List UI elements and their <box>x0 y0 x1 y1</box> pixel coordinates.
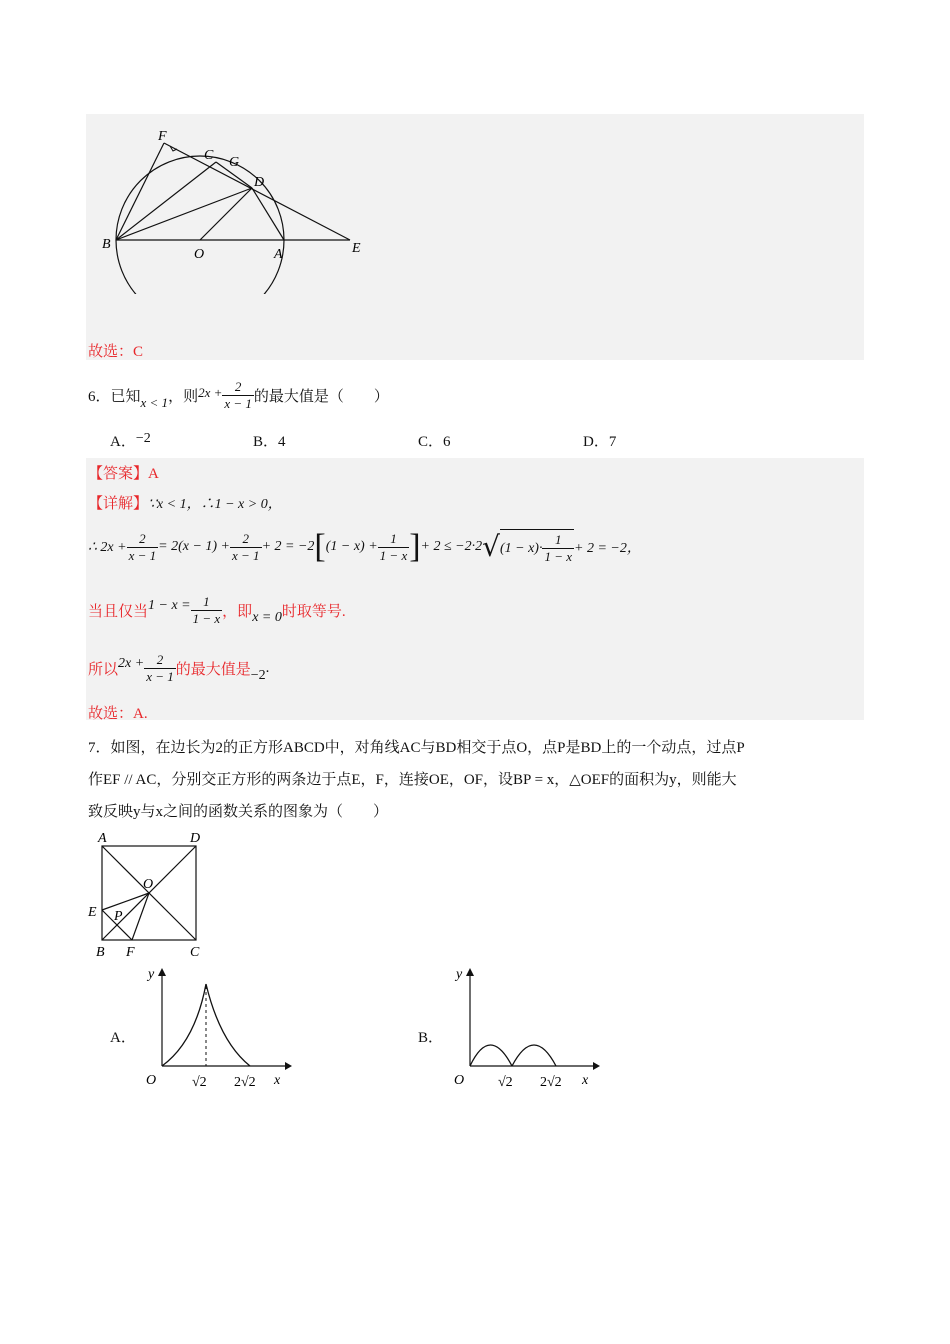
q6-option-c[interactable] <box>418 430 451 451</box>
figure-q7-square <box>84 828 214 963</box>
deriv-frac-4-num: 1 <box>542 532 574 549</box>
q6-expr-left: 2x + <box>198 385 223 400</box>
deriv-plus2: + 2 = −2 <box>261 539 315 554</box>
deriv-frac-2-den: x − 1 <box>232 547 260 563</box>
q6-derivation-line <box>88 522 641 572</box>
deriv-prefix: ∴ 2x + <box>88 539 127 555</box>
q7-line2: 作EF // AC，分别交正方形的两条边于点E，F，连接OE，OF，设BP = x，△OEF的面积为y，则能大 <box>88 772 737 788</box>
deriv-end: + 2 = −2， <box>574 541 641 556</box>
deriv-sqrt: (1 − x)· <box>499 540 543 556</box>
deriv-frac-4-den: 1 − x <box>544 549 573 564</box>
q6-fraction <box>222 379 254 412</box>
sq-label-O: O <box>143 877 154 892</box>
q6-conclusion-line <box>88 646 269 690</box>
concl-a: 所以 <box>88 661 119 678</box>
concl-d: −2 <box>250 668 266 683</box>
q6-number: 6．已知 <box>88 388 141 405</box>
deriv-after: + 2 ≤ −2·2 <box>420 539 483 554</box>
eq-d: x = 0 <box>252 610 282 625</box>
q6-option-d[interactable] <box>583 430 616 451</box>
graph-b-tick2: 2√2 <box>540 1075 562 1090</box>
q6-final: 故选：A. <box>88 706 148 722</box>
sq-label-C: C <box>190 945 200 960</box>
q6-detail-tag: 【详解】 <box>88 496 149 512</box>
graph-a-tick2: 2√2 <box>234 1075 256 1090</box>
q7-graph-a[interactable] <box>140 962 300 1092</box>
eq-c: ，即 <box>222 603 253 620</box>
q6-option-b-value: 4 <box>278 434 286 450</box>
q6-frac-den: x − 1 <box>224 395 252 411</box>
deriv-frac-3 <box>378 531 410 564</box>
deriv-frac-2-num: 2 <box>230 531 262 548</box>
q6-detail-line <box>88 492 282 513</box>
q7-graph-b[interactable] <box>448 962 608 1092</box>
graph-b-tick1: √2 <box>498 1075 513 1090</box>
label-G: G <box>229 155 240 170</box>
label-D: D <box>254 175 265 190</box>
concl-frac <box>144 652 176 685</box>
graph-a-tick1: √2 <box>192 1075 207 1090</box>
bracket-open: [ <box>314 528 326 565</box>
graph-a-x: x <box>274 1073 281 1088</box>
q6-stem <box>88 375 389 415</box>
deriv-frac-2 <box>230 531 262 564</box>
sq-label-D: D <box>190 831 201 846</box>
sqrt-body <box>500 529 574 565</box>
label-B: B <box>102 237 111 252</box>
label-A: A <box>274 247 283 262</box>
bracket-close: ] <box>409 528 421 565</box>
q6-option-a-value: −2 <box>135 431 151 446</box>
q6-answer-tag: 【答案】A <box>88 466 159 482</box>
graph-a-origin: O <box>146 1073 157 1088</box>
deriv-eq: = 2(x − 1) + <box>158 539 231 554</box>
concl-frac-den: x − 1 <box>146 668 174 684</box>
q6-equality-line <box>88 588 346 632</box>
sq-label-A: A <box>98 831 107 846</box>
label-O: O <box>194 247 205 262</box>
deriv-frac-3-num: 1 <box>378 531 410 548</box>
q6-option-b[interactable] <box>253 430 286 451</box>
q6-mid: ，则 <box>168 388 199 405</box>
q7-line3: 致反映y与x之间的函数关系的图象为（ ） <box>88 804 389 820</box>
q6-tail: 的最大值是（ ） <box>253 388 389 405</box>
eq-a: 当且仅当 <box>88 603 149 620</box>
q7-line1: 7．如图，在边长为2的正方形ABCD中，对角线AC与BD相交于点O，点P是BD上的一个动点，过点P <box>88 740 745 756</box>
label-E: E <box>352 241 361 256</box>
deriv-frac-1 <box>127 531 159 564</box>
sq-label-P: P <box>114 909 123 924</box>
q5-answer: 故选：C <box>88 344 144 360</box>
concl-b: 2x + <box>118 656 145 671</box>
deriv-frac-4 <box>542 532 574 565</box>
eq-e: 时取等号. <box>281 603 346 620</box>
eq-frac-den: 1 − x <box>192 610 221 626</box>
concl-frac-num: 2 <box>144 652 176 669</box>
eq-frac <box>191 594 223 627</box>
graph-b-y: y <box>456 967 463 982</box>
graph-b-x: x <box>582 1073 589 1088</box>
sq-label-B: B <box>96 945 105 960</box>
q6-option-c-value: 6 <box>443 434 451 450</box>
deriv-bracket: (1 − x) + <box>325 539 378 554</box>
q6-option-b-label: B． <box>253 434 279 450</box>
sq-label-E: E <box>88 905 97 920</box>
q6-frac-num: 2 <box>222 379 254 396</box>
q7-option-a-label[interactable]: A． <box>110 1030 136 1046</box>
deriv-frac-1-den: x − 1 <box>128 547 157 563</box>
deriv-frac-3-den: 1 − x <box>379 547 408 563</box>
sq-label-F: F <box>126 945 135 960</box>
q6-cond: x < 1 <box>140 395 169 410</box>
eq-b: 1 − x = <box>148 598 191 613</box>
label-C: C <box>204 148 214 163</box>
q6-option-d-value: 7 <box>608 434 617 450</box>
sqrt-sign: √ <box>482 530 500 563</box>
q6-option-d-label: D． <box>583 434 609 450</box>
label-F: F <box>158 129 167 144</box>
eq-frac-num: 1 <box>191 594 223 611</box>
q6-detail-text: ∵x < 1，∴1 − x > 0， <box>148 497 282 512</box>
q7-option-b-label[interactable]: B． <box>418 1030 444 1046</box>
q6-option-a-label: A． <box>110 434 136 450</box>
deriv-frac-1-num: 2 <box>127 531 159 548</box>
figure-q5-circle-diagram <box>86 114 386 294</box>
q6-option-c-label: C． <box>418 434 444 450</box>
q6-option-a[interactable] <box>110 430 151 451</box>
graph-a-y: y <box>148 967 155 982</box>
graph-b-origin: O <box>454 1073 465 1088</box>
concl-e: . <box>265 659 270 676</box>
concl-c: 的最大值是 <box>175 661 251 678</box>
